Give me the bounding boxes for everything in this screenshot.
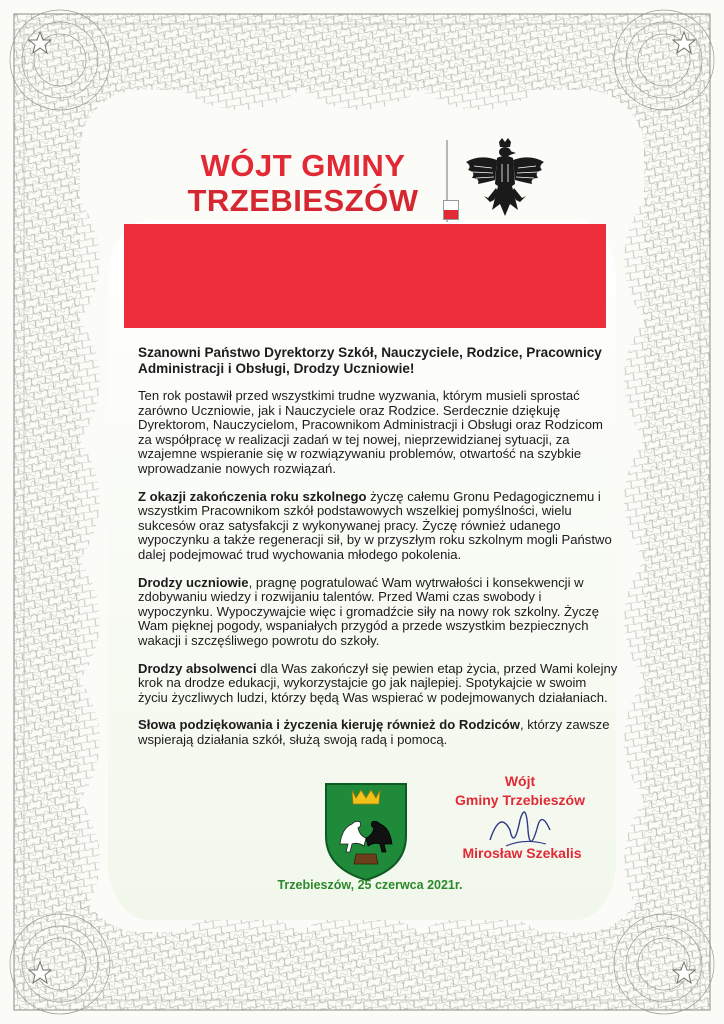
signature-office-line-2: Gminy Trzebieszów (455, 792, 585, 808)
red-header-band (124, 224, 606, 328)
paragraph-4 (138, 662, 618, 706)
paragraph-4-text: dla Was zakończył się pewien etap życia, przed Wami kolejny krok na drodze edukacji, wykorzystajcie go jak najlepiej. Spotykajcie w swoim życiu życzliwych ludzi, którzy będą Was wspierać w podejmowanych działaniach. (138, 660, 618, 705)
paragraph-2-lead: Z okazji zakończenia roku szkolnego (138, 488, 367, 504)
paragraph-2 (138, 490, 618, 563)
paragraph-1: Ten rok postawił przed wszystkimi trudne wyzwania, którym musieli sprostać zarówno Uczniowie, jak i Nauczyciele oraz Rodzice. Serdecznie dziękuję Dyrektorom, Nauczycielom, Pracownikom Administracji i Obsługi oraz Rodzicom za współpracę w realizacji zadań w tej nowej, nieprzewidzianej sytuacji, za wzajemne wspieranie się w rozwiązywaniu problemów, otwartość na szybkie wprowadzanie nowych rozwiązań. (138, 388, 603, 476)
place-and-date: Trzebieszów, 25 czerwca 2021r. (277, 878, 463, 892)
paragraph-3 (138, 576, 618, 649)
polish-flag-icon (443, 200, 459, 220)
paragraph-3-text: , pragnę pogratulować Wam wytrwałości i konsekwencji w zdobywaniu wiedzy i rozwijaniu talentów. Przed Wami czas swobody i wypoczynku. Wypoczywajcie więc i gromadźcie siły na nowy rok szkolny. Życzę Wam pięknej pogody, wspaniałych przygód a przede wszystkim bezpiecznych wakacji i szczęśliwego powrotu do szkoły. (138, 574, 599, 648)
letter-body (138, 345, 618, 747)
commune-crest-icon (322, 780, 410, 884)
paragraph-4-lead: Drodzy absolwenci (138, 660, 257, 676)
polish-eagle-icon (462, 136, 548, 226)
signature-office-line-1: Wójt (504, 773, 536, 789)
letter-greeting: Szanowni Państwo Dyrektorzy Szkół, Nauczyciele, Rodzice, Pracownicy Administracji i Obsługi, Drodzy Uczniowie! (138, 345, 602, 376)
closing-lead: Słowa podziękowania i życzenia kieruję również do Rodziców (138, 717, 520, 733)
page-title (160, 148, 446, 218)
closing-paragraph (138, 718, 618, 747)
signatory-name: Mirosław Szekalis (462, 845, 582, 861)
paragraph-3-lead: Drodzy uczniowie (138, 574, 249, 590)
title-line-1: WÓJT GMINY (200, 148, 406, 183)
closing-text: , którzy zawsze wspierają działania szkół, służą swoją radą i pomocą. (138, 717, 610, 747)
paragraph-2-text: życzę całemu Gronu Pedagogicznemu i wszystkim Pracownikom szkół podstawowych wszelkiej pomyślności, wielu sukcesów oraz satysfakcji z wykonywanej pracy. Życzę również udanego wypoczynku a także regeneracji sił, by w przyszłym roku szkolnym mogli Państwo dalej podejmować trud wychowania młodego pokolenia. (138, 488, 612, 562)
title-line-2: TRZEBIESZÓW (187, 183, 419, 218)
